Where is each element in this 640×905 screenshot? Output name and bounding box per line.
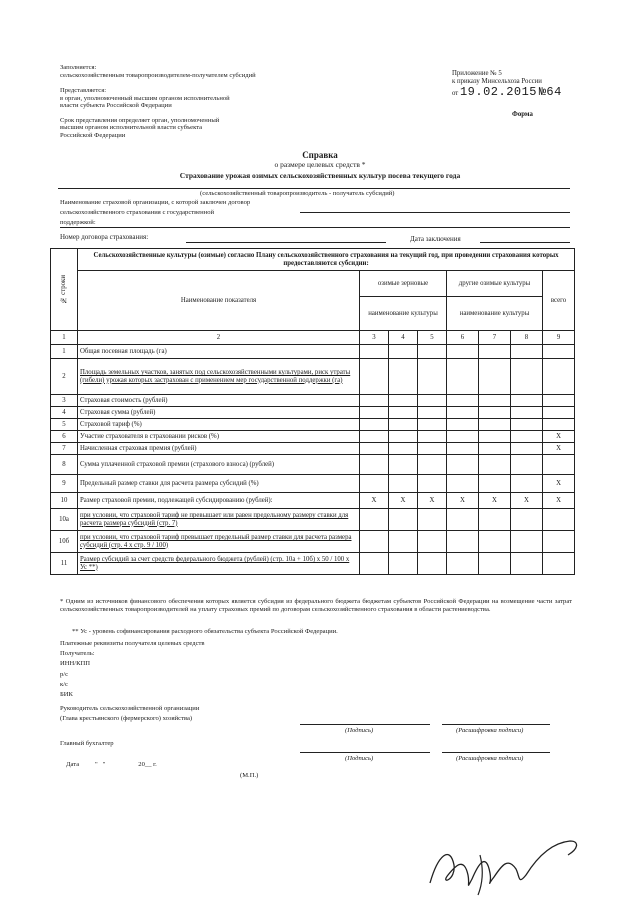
present-value-1: в орган, уполномоченный высшим органом исполнительной [60, 94, 230, 102]
date-prefix: от [452, 89, 459, 97]
footnote-2: ** Ус - уровень софинансирования расходного обязательства субъекта Российской Федерации. [72, 628, 338, 635]
value-cell[interactable] [511, 455, 543, 475]
value-cell[interactable] [418, 531, 447, 553]
col-num: 9 [543, 331, 575, 345]
header-left [60, 64, 256, 140]
value-cell[interactable] [418, 455, 447, 475]
doc-subtitle: о размере целевых средств * [274, 160, 366, 169]
value-cell[interactable] [479, 407, 511, 419]
value-cell[interactable] [447, 407, 479, 419]
value-cell[interactable] [418, 345, 447, 359]
header-right [452, 70, 562, 119]
value-cell[interactable] [543, 345, 575, 359]
value-cell[interactable] [389, 359, 418, 395]
value-cell[interactable] [447, 359, 479, 395]
col-num: 5 [418, 331, 447, 345]
row-label: Площадь земельных участков, занятых под сельскохозяйственными культурами, риск утраты (гибели) урожая которых застрахован с применением мер государственной поддержки (га) [78, 359, 360, 395]
value-cell[interactable] [479, 553, 511, 575]
row-label: Страховой тариф (%) [78, 419, 360, 431]
table-row [51, 419, 575, 431]
total-header: всего [543, 271, 575, 331]
producer-line[interactable] [58, 188, 570, 189]
value-cell[interactable] [511, 407, 543, 419]
table-row [51, 553, 575, 575]
insurer-line-2[interactable] [60, 227, 570, 228]
row-number: 8 [51, 455, 78, 475]
value-cell[interactable] [447, 509, 479, 531]
row-number: 10 [51, 493, 78, 509]
value-cell[interactable] [447, 531, 479, 553]
value-cell[interactable] [360, 553, 389, 575]
value-cell[interactable] [389, 443, 418, 455]
value-cell[interactable] [479, 345, 511, 359]
value-cell[interactable] [389, 553, 418, 575]
head-decode-caption: (Расшифровка подписи) [456, 727, 524, 734]
insurer-label-1: Наименование страховой организации, с которой заключен договор [60, 199, 251, 206]
value-cell[interactable] [389, 455, 418, 475]
crossed-cell: X [447, 493, 479, 509]
value-cell[interactable] [511, 345, 543, 359]
value-cell[interactable] [389, 419, 418, 431]
row-number: 5 [51, 419, 78, 431]
value-cell[interactable] [543, 509, 575, 531]
col-num: 6 [447, 331, 479, 345]
value-cell[interactable] [511, 553, 543, 575]
accountant-decode-caption: (Расшифровка подписи) [456, 755, 524, 762]
value-cell[interactable] [447, 345, 479, 359]
col-num: 3 [360, 331, 389, 345]
value-cell[interactable] [418, 443, 447, 455]
value-cell[interactable] [447, 553, 479, 575]
value-cell[interactable] [360, 443, 389, 455]
value-cell[interactable] [360, 455, 389, 475]
value-cell[interactable] [418, 475, 447, 493]
value-cell[interactable] [447, 419, 479, 431]
value-cell[interactable] [418, 509, 447, 531]
value-cell[interactable] [360, 345, 389, 359]
col-num: 4 [389, 331, 418, 345]
head-label-1: Руководитель сельскохозяйственной организации [60, 705, 200, 712]
row-label: Общая посевная площадь (га) [78, 345, 360, 359]
value-cell[interactable] [479, 359, 511, 395]
winter-grain-header: озимые зерновые [360, 271, 447, 297]
value-cell[interactable] [479, 455, 511, 475]
value-cell[interactable] [511, 475, 543, 493]
table-row [51, 509, 575, 531]
contract-date-field[interactable] [480, 242, 570, 243]
value-cell[interactable] [511, 509, 543, 531]
other-crop-names: наименование культуры [447, 297, 543, 331]
ks-label: к/с [60, 681, 68, 688]
value-cell[interactable] [418, 395, 447, 407]
value-cell[interactable] [447, 395, 479, 407]
accountant-sign-caption: (Подпись) [345, 755, 374, 762]
value-cell[interactable] [418, 407, 447, 419]
deadline-2: высшим органом исполнительной власти субъекта [60, 124, 203, 132]
value-cell[interactable] [511, 359, 543, 395]
value-cell[interactable] [360, 359, 389, 395]
row-label: при условии, что страховой тариф превышает предельный размер ставки для расчета размера субсидий (стр. 4 х стр. 9 / 100) [78, 531, 360, 553]
crossed-cell: X [543, 431, 575, 443]
value-cell[interactable] [543, 455, 575, 475]
other-winter-header: другие озимые культуры [447, 271, 543, 297]
row-label: Размер страховой премии, подлежащей субсидированию (рублей): [78, 493, 360, 509]
accountant-decode-line[interactable] [442, 752, 550, 753]
contract-number-label: Номер договора страхования: [60, 233, 149, 241]
table-row [51, 475, 575, 493]
value-cell[interactable] [447, 431, 479, 443]
value-cell[interactable] [360, 419, 389, 431]
row-number: 3 [51, 395, 78, 407]
bank-title: Платежные реквизиты получателя целевых средств [60, 640, 205, 647]
insurer-label-3: поддержкой: [60, 219, 96, 226]
table-row [51, 531, 575, 553]
crossed-cell: X [479, 493, 511, 509]
value-cell[interactable] [543, 419, 575, 431]
row-number: 9 [51, 475, 78, 493]
value-cell[interactable] [447, 443, 479, 455]
value-cell[interactable] [479, 443, 511, 455]
value-cell[interactable] [389, 509, 418, 531]
fill-value: сельскохозяйственным товаропроизводителем-получателем субсидий [60, 71, 256, 79]
handwritten-signature [420, 835, 590, 897]
value-cell[interactable] [447, 475, 479, 493]
col-num: 1 [51, 331, 78, 345]
crossed-cell: X [360, 493, 389, 509]
row-label: Страховая сумма (рублей) [78, 407, 360, 419]
order-label: к приказу Минсельхоза России [452, 77, 542, 85]
value-cell[interactable] [479, 509, 511, 531]
value-cell[interactable] [418, 419, 447, 431]
accountant-sign-line[interactable] [300, 752, 430, 753]
footnote-1: * Одним из источников финансового обеспечения которых является субсидия из федерального бюджета бюджетам субъектов Российской Федерации на возмещение части затрат сельскохозяйственных товаропроизводителей на уплату страховых премий по договорам сельскохозяйственного страхования в области растениеводства. [60, 598, 572, 613]
row-number: 7 [51, 443, 78, 455]
crossed-cell: X [543, 475, 575, 493]
row-number: 10б [51, 531, 78, 553]
insurer-line[interactable] [300, 212, 570, 213]
present-label: Представляется: [60, 87, 107, 95]
accountant-label: Главный бухгалтер [60, 740, 114, 747]
value-cell[interactable] [389, 345, 418, 359]
inn-label: ИНН/КПП [60, 660, 91, 667]
producer-caption: (сельскохозяйственный товаропроизводитель - получатель субсидий) [200, 190, 395, 197]
crossed-cell: X [543, 443, 575, 455]
row-number: 4 [51, 407, 78, 419]
value-cell[interactable] [511, 531, 543, 553]
table-row [51, 443, 575, 455]
value-cell[interactable] [479, 395, 511, 407]
value-cell[interactable] [360, 407, 389, 419]
form-label: Форма [512, 111, 533, 119]
row-label: Предельный размер ставки для расчета размера субсидий (%) [78, 475, 360, 493]
value-cell[interactable] [479, 419, 511, 431]
crossed-cell: X [511, 493, 543, 509]
grain-crop-name: наименование культуры [360, 297, 447, 331]
deadline-1: Срок представления определяет орган, уполномоченный [60, 116, 220, 124]
head-decode-line[interactable] [442, 724, 550, 725]
value-cell[interactable] [543, 395, 575, 407]
value-cell[interactable] [447, 455, 479, 475]
value-cell[interactable] [389, 407, 418, 419]
fill-label: Заполняется: [60, 64, 97, 71]
row-label: Участие страхователя в страховании рисков (%) [78, 431, 360, 443]
insurer-label-2: сельскохозяйственного страхования с государственной [60, 209, 215, 216]
stamp-label: (М.П.) [240, 772, 259, 779]
value-cell[interactable] [389, 395, 418, 407]
row-label: Сумма уплаченной страховой премии (страхового взноса) (рублей) [78, 455, 360, 475]
value-cell[interactable] [479, 475, 511, 493]
table-row [51, 395, 575, 407]
contract-number-field[interactable] [186, 242, 386, 243]
table-row [51, 493, 575, 509]
table-row [51, 345, 575, 359]
value-cell[interactable] [418, 553, 447, 575]
table-row [51, 431, 575, 443]
value-cell[interactable] [418, 431, 447, 443]
value-cell[interactable] [360, 431, 389, 443]
rs-label: р/с [60, 671, 69, 678]
value-cell[interactable] [479, 531, 511, 553]
row-number: 1 [51, 345, 78, 359]
value-cell[interactable] [543, 531, 575, 553]
value-cell[interactable] [511, 419, 543, 431]
appendix-label: Приложение № 5 [452, 70, 502, 77]
doc-title: Справка [302, 150, 338, 160]
table-row [51, 455, 575, 475]
table-row [51, 359, 575, 395]
order-date: 19.02.2015 [459, 84, 537, 99]
value-cell[interactable] [360, 475, 389, 493]
value-cell[interactable] [543, 359, 575, 395]
head-sign-caption: (Подпись) [345, 727, 374, 734]
value-cell[interactable] [543, 553, 575, 575]
value-cell[interactable] [360, 531, 389, 553]
indicators-table [50, 248, 575, 575]
row-label: Страховая стоимость (рублей) [78, 395, 360, 407]
value-cell[interactable] [360, 509, 389, 531]
row-number: 11 [51, 553, 78, 575]
row-number: 10а [51, 509, 78, 531]
col-num: 8 [511, 331, 543, 345]
row-number: 2 [51, 359, 78, 395]
value-cell[interactable] [389, 475, 418, 493]
doc-subject: Страхование урожая озимых сельскохозяйственных культур посева текущего года [179, 171, 461, 180]
date-label: Дата [66, 761, 80, 768]
table-row [51, 407, 575, 419]
crossed-cell: X [543, 493, 575, 509]
row-number: 6 [51, 431, 78, 443]
row-label: Начисленная страховая премия (рублей) [78, 443, 360, 455]
present-value-2: власти субъекта Российской Федерации [60, 102, 172, 110]
value-cell[interactable] [511, 443, 543, 455]
row-label: при условии, что страховой тариф не превышает или равен предельному размеру ставки для расчета размера субсидий (стр. 7) [78, 509, 360, 531]
col-num: 7 [479, 331, 511, 345]
rownum-header: № строки [51, 249, 78, 331]
value-cell[interactable] [389, 431, 418, 443]
head-sign-line[interactable] [300, 724, 430, 725]
col-num: 2 [78, 331, 360, 345]
value-cell[interactable] [360, 395, 389, 407]
date-template[interactable]: " " 20__ г. [95, 761, 157, 768]
crossed-cell: X [418, 493, 447, 509]
indicator-header: Наименование показателя [78, 271, 360, 331]
value-cell[interactable] [479, 431, 511, 443]
head-label-2: (Глава крестьянского (фермерского) хозяйства) [60, 715, 193, 722]
column-numbers-row [51, 331, 575, 345]
value-cell[interactable] [511, 395, 543, 407]
row-label: Размер субсидий за счет средств федерального бюджета (рублей) (стр. 10а + 10б) х 50 / 100 х Ус **) [78, 553, 360, 575]
value-cell[interactable] [511, 431, 543, 443]
value-cell[interactable] [389, 531, 418, 553]
crossed-cell: X [389, 493, 418, 509]
contract-date-label: Дата заключения [410, 235, 461, 243]
deadline-3: Российской Федерации [60, 132, 126, 140]
crops-header: Сельскохозяйственные культуры (озимые) согласно Плану сельскохозяйственного страхования на текущий год, при проведении страхования которых предоставляются субсидии: [78, 249, 575, 271]
value-cell[interactable] [418, 359, 447, 395]
value-cell[interactable] [543, 407, 575, 419]
order-number: №64 [538, 84, 562, 99]
recipient-label: Получатель: [60, 650, 95, 657]
bik-label: БИК [60, 691, 73, 698]
